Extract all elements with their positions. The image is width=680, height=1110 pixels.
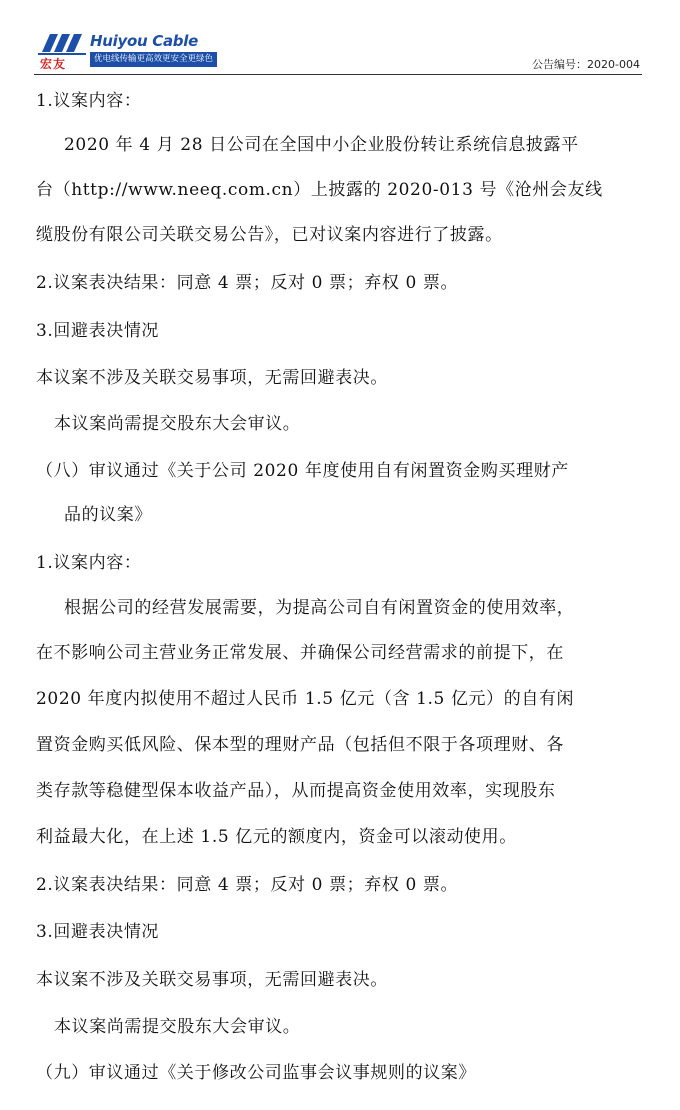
paragraph-line: 本议案不涉及关联交易事项，无需回避表决。 xyxy=(36,970,388,990)
section-item-heading: 1.议案内容： xyxy=(36,91,142,111)
paragraph-line: 2020 年度内拟使用不超过人民币 1.5 亿元（含 1.5 亿元）的自有闲 xyxy=(36,689,575,709)
logo-brand-name: Huiyou Cable xyxy=(90,32,198,50)
paragraph-line: 本议案尚需提交股东大会审议。 xyxy=(54,414,301,434)
paragraph-line: 利益最大化，在上述 1.5 亿元的额度内，资金可以滚动使用。 xyxy=(36,827,517,847)
section-item-heading: 3.回避表决情况 xyxy=(36,922,160,942)
paragraph-line: 缆股份有限公司关联交易公告》，已对议案内容进行了披露。 xyxy=(36,225,503,245)
paragraph-line: 置资金购买低风险、保本型的理财产品（包括但不限于各项理财、各 xyxy=(36,735,564,755)
paragraph-line: 2020 年 4 月 28 日公司在全国中小企业股份转让系统信息披露平 xyxy=(64,135,579,155)
paragraph-line: 在不影响公司主营业务正常发展、并确保公司经营需求的前提下，在 xyxy=(36,643,564,663)
vote-result-line: 2.议案表决结果：同意 4 票；反对 0 票；弃权 0 票。 xyxy=(36,273,459,293)
notice-number: 公告编号：2020-004 xyxy=(532,58,640,71)
logo-tagline: 优电线传输更高效更安全更绿色 xyxy=(90,52,217,67)
paragraph-line: 本议案尚需提交股东大会审议。 xyxy=(54,1017,301,1037)
motion-heading: （九）审议通过《关于修改公司监事会议事规则的议案》 xyxy=(36,1063,476,1083)
paragraph-line: 本议案不涉及关联交易事项，无需回避表决。 xyxy=(36,368,388,388)
paragraph-line: 根据公司的经营发展需要，为提高公司自有闲置资金的使用效率， xyxy=(64,598,575,618)
paragraph-line: 台（http://www.neeq.com.cn）上披露的 2020-013 号《沧州会友线 xyxy=(36,180,603,200)
paragraph-line: 类存款等稳健型保本收益产品），从而提高资金使用效率，实现股东 xyxy=(36,781,556,801)
section-item-heading: 1.议案内容： xyxy=(36,553,142,573)
section-item-heading: 3.回避表决情况 xyxy=(36,321,160,341)
motion-heading-continued: 品的议案》 xyxy=(64,505,152,525)
vote-result-line: 2.议案表决结果：同意 4 票；反对 0 票；弃权 0 票。 xyxy=(36,875,459,895)
motion-heading: （八）审议通过《关于公司 2020 年度使用自有闲置资金购买理财产 xyxy=(36,461,569,481)
logo-chinese-name: 宏友 xyxy=(40,57,67,71)
